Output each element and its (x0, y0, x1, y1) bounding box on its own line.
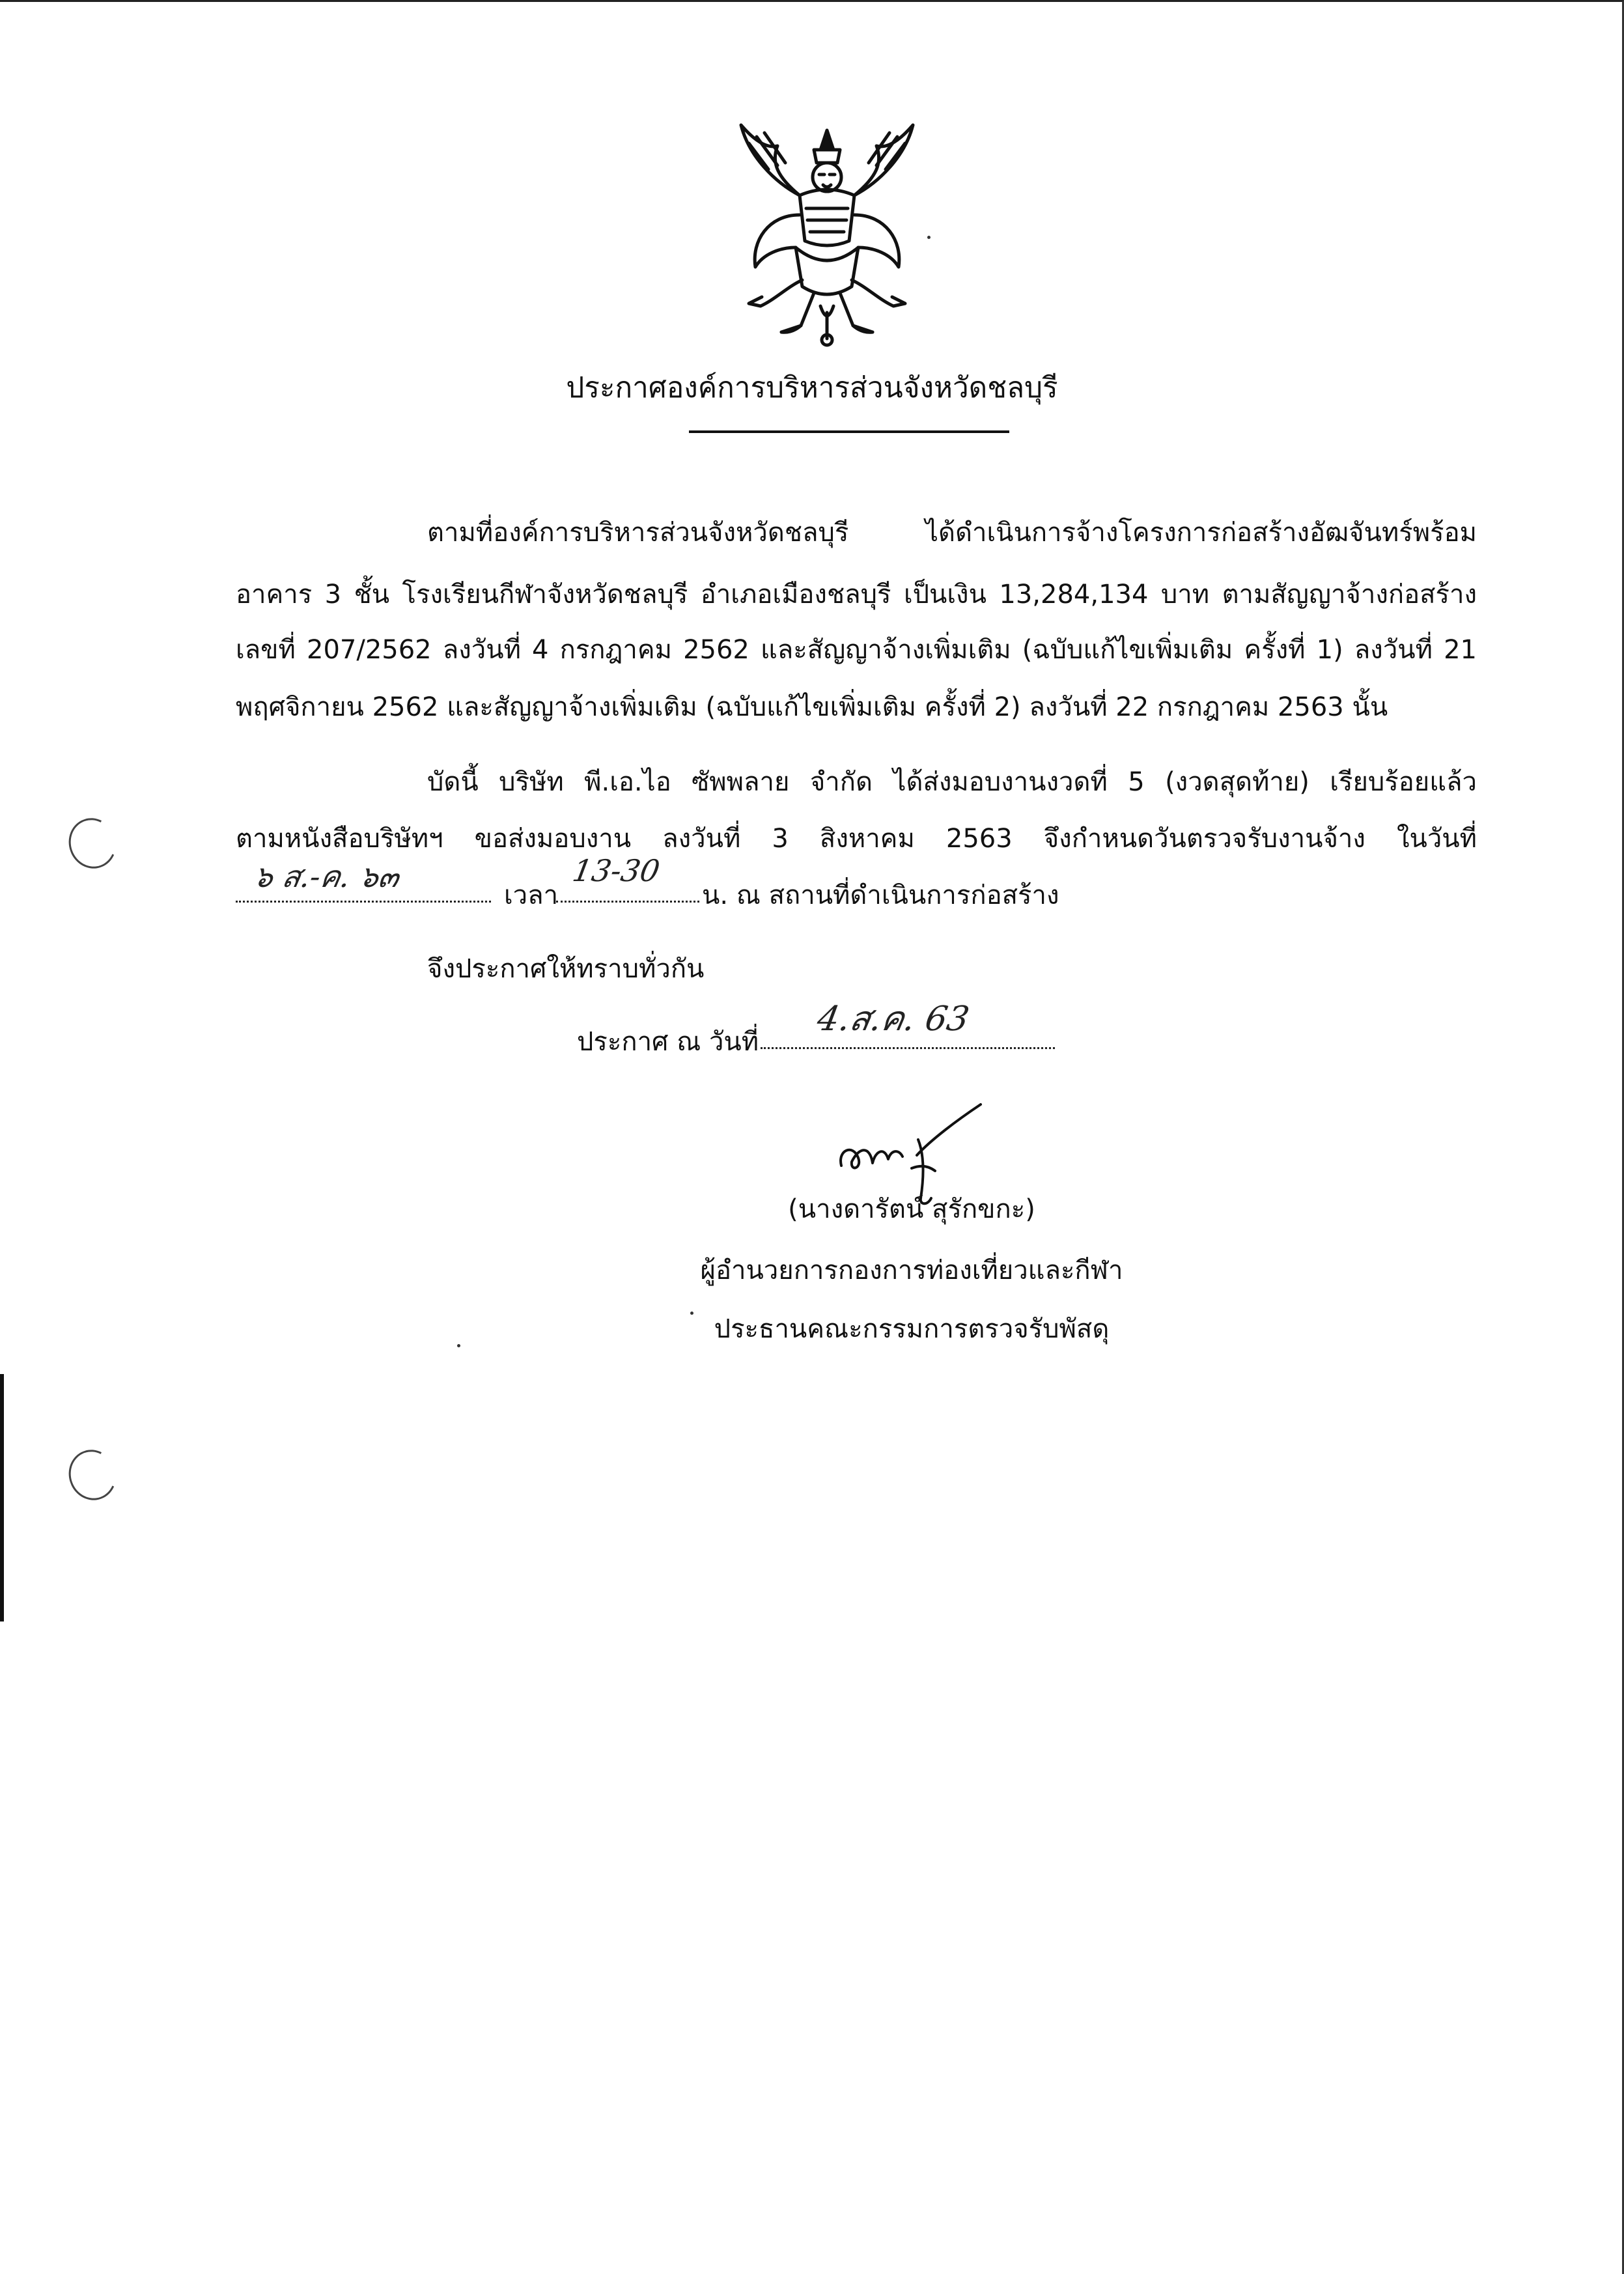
garuda-emblem-icon (723, 117, 931, 352)
time-label: เวลา (504, 880, 559, 910)
paragraph1-line3: เลขที่ 207/2562 ลงวันที่ 4 กรกฎาคม 2562 และสัญญาจ้างเพิ่มเติม (ฉบับแก้ไขเพิ่มเติม ครั้งที่ 1) ลงวันที่ 21 (236, 635, 1477, 665)
paragraph2-line2: ตามหนังสือบริษัทฯ ขอส่งมอบงาน ลงวันที่ 3 สิงหาคม 2563 จึงกำหนดวันตรวจรับงานจ้าง ในวันที่ (236, 824, 1477, 854)
inspection-date-handwritten: ๖ ส.-ค. ๖๓ (251, 859, 402, 894)
announced-on-label: ประกาศ ณ วันที่ (577, 1027, 759, 1057)
signer-name: (นางดารัตน์ สุรักขกะ) (788, 1194, 1035, 1224)
announced-date-dotted-line (761, 1047, 1055, 1049)
announce-line: จึงประกาศให้ทราบทั่วกัน (427, 954, 705, 984)
scan-edge-mark (0, 1374, 4, 1621)
scan-speck (457, 1344, 460, 1347)
paragraph1-line2: อาคาร 3 ชั้น โรงเรียนกีฬาจังหวัดชลบุรี อำเภอเมืองชลบุรี เป็นเงิน 13,284,134 บาท ตามสัญญาจ้างก่อสร้าง (236, 580, 1477, 610)
paragraph2-line1: บัดนี้ บริษัท พี.เอ.ไอ ซัพพลาย จำกัด ได้ส่งมอบงานงวดที่ 5 (งวดสุดท้าย) เรียบร้อยแล้ว (427, 767, 1477, 797)
signer-role: ประธานคณะกรรมการตรวจรับพัสดุ (714, 1314, 1110, 1344)
inspection-date-dotted-line (236, 901, 491, 903)
inspection-time-dotted-line (556, 901, 699, 903)
announced-date-handwritten: 4.ส.ค. 63 (814, 1000, 972, 1039)
paragraph1-line1: ตามที่องค์การบริหารส่วนจังหวัดชลบุรี ได้ดำเนินการจ้างโครงการก่อสร้างอัฒจันทร์พร้อม (427, 518, 1477, 548)
document-title: ประกาศองค์การบริหารส่วนจังหวัดชลบุรี (566, 371, 1058, 404)
paragraph1-line4: พฤศจิกายน 2562 และสัญญาจ้างเพิ่มเติม (ฉบับแก้ไขเพิ่มเติม ครั้งที่ 2) ลงวันที่ 22 กรกฎาคม 2563 นั้น (236, 692, 1388, 722)
signer-position: ผู้อำนวยการกองการท่องเที่ยวและกีฬา (700, 1256, 1123, 1285)
title-underline (689, 430, 1009, 433)
inspection-time-handwritten: 13-30 (570, 853, 663, 888)
inspection-location-text: น. ณ สถานที่ดำเนินการก่อสร้าง (702, 880, 1059, 910)
